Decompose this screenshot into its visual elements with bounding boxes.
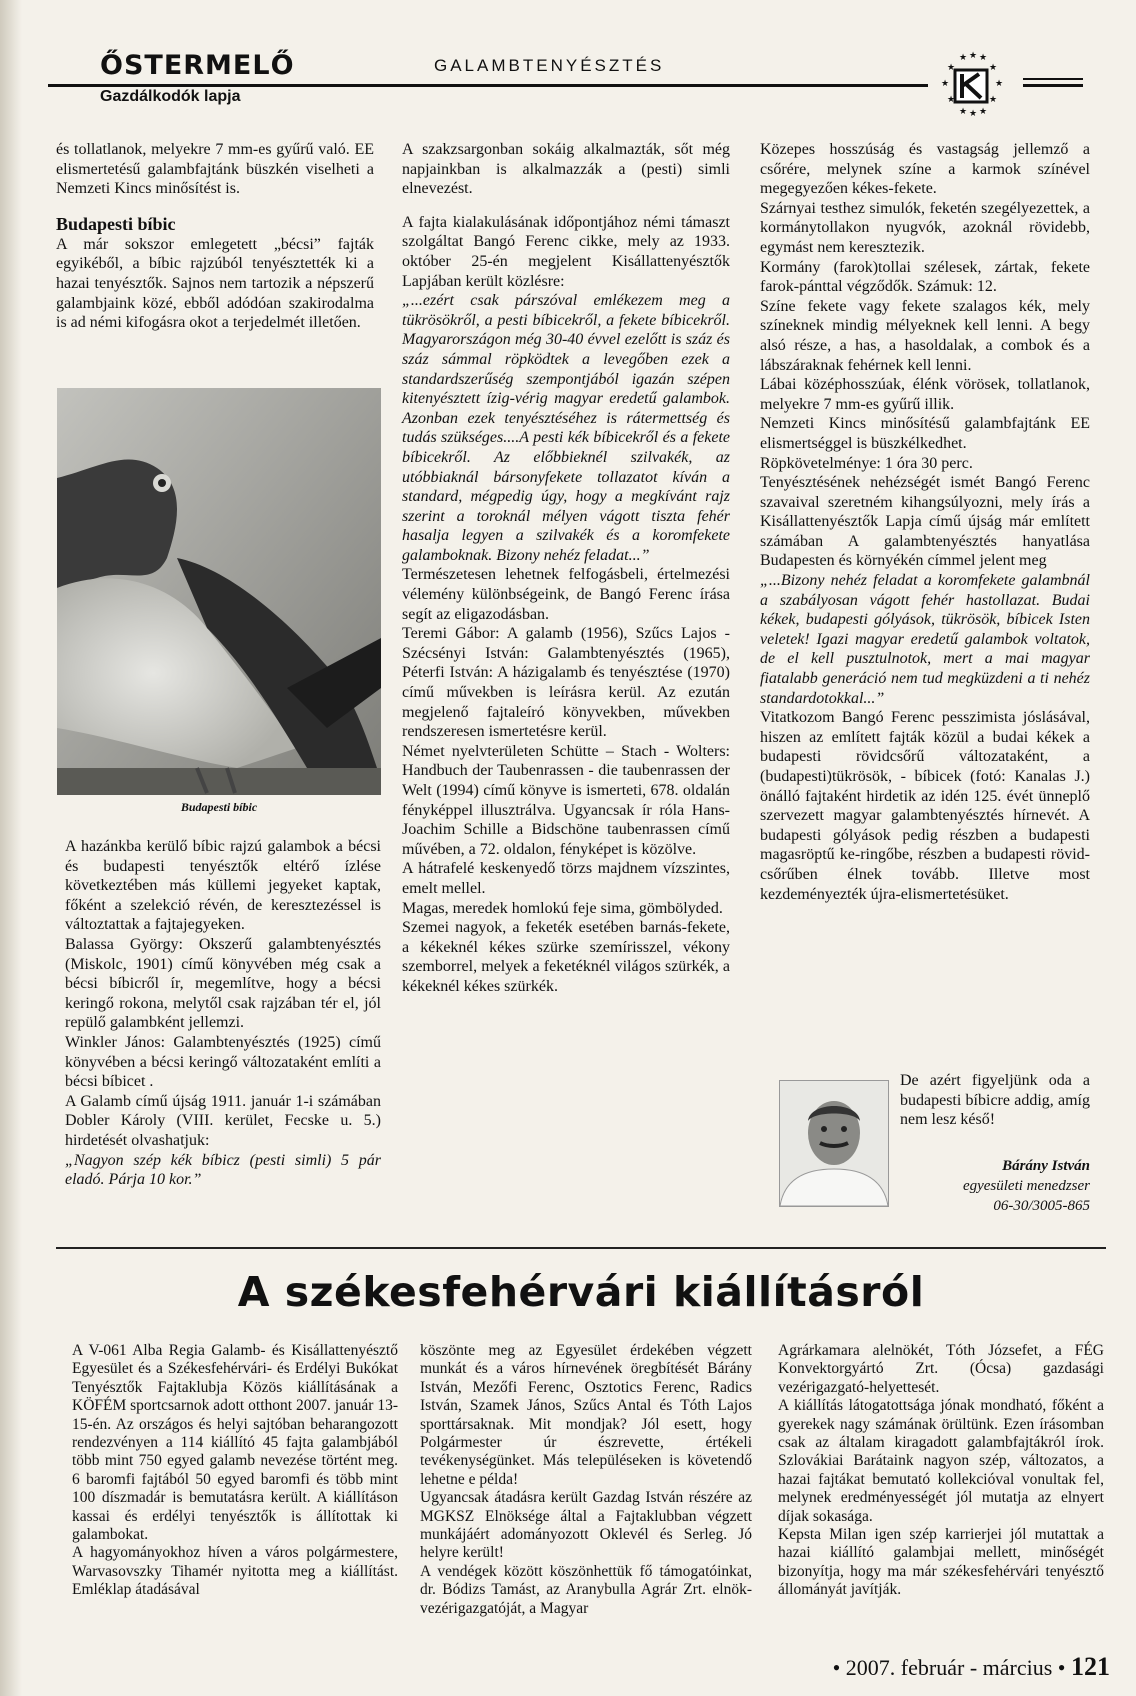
pigeon-photo — [57, 388, 381, 795]
paragraph: Teremi Gábor: A galamb (1956), Szűcs Lajos - Szécsényi István: Galambtenyésztés (1965), Péterfi István: A házigalamb és tenyésztése (1970) című művekben is leírásra kerül. Az ezután megjelenő fajtaleíró könyvekben, művekben rendszeresen ismertetésre kerül. — [402, 625, 730, 741]
subheading: Budapesti bíbic — [56, 213, 176, 234]
column-2 — [402, 140, 730, 997]
paragraph: A hátrafelé keskenyedő törzs majdnem vízszintes, emelt mellel. — [402, 860, 730, 897]
photo-caption: Budapesti bíbic — [180, 800, 258, 814]
page-footer — [780, 1652, 1110, 1682]
paragraph: A V-061 Alba Regia Galamb- és Kisállattenyésztő Egyesület és a Székesfehérvári- és Erdélyi Bukókat Tenyésztők Fajtaklubja Közös kiállításának a KÖFÉM sportcsarnok adott otthont 2007. január 13-15-én. Az országos és helyi sajtóban beharangozott rendezvényen a 114 kiállító 45 fajta galambjából több mint 750 egyed galamb nevezése történt meg. 6 baromfi fajtából 50 egyed baromfi és több mint 100 díszmadár is bemutatásra került. A kiállításon kassai és erdélyi tenyésztők is állítottak ki galambokat. — [72, 1342, 398, 1544]
paragraph: Tenyésztésének nehézségét ismét Bangó Ferenc szavaival szeretném kihangsúlyozni, mely írás a Kisállattenyésztők Lapja című újság már említett számában A galambtenyésztés hanyatlása Budapesten és környékén címmel jelent meg — [760, 474, 1090, 570]
article2-column-3 — [778, 1342, 1104, 1600]
paragraph: Winkler János: Galambtenyésztés (1925) című könyvében a bécsi keringő változataként említi a bécsi bíbicet . — [65, 1033, 381, 1091]
paragraph: Nemzeti Kincs minősítésű galambfajtánk EE elismertséggel is büszkélkedhet. — [760, 415, 1090, 452]
svg-text:★: ★ — [941, 79, 950, 89]
masthead — [48, 48, 1088, 118]
magazine-subtitle: Gazdálkodók lapja — [100, 88, 241, 105]
issue-date: • 2007. február - március • — [832, 1655, 1066, 1680]
masthead-rule-right — [1023, 84, 1083, 87]
svg-text:★: ★ — [947, 63, 956, 73]
author-portrait — [779, 1080, 889, 1207]
svg-text:★: ★ — [969, 51, 978, 61]
paragraph: Természetesen lehetnek felfogásbeli, értelmezési vélemény különbségeink, de Bangó Ferenc írása segít az eligazodásban. — [402, 566, 730, 623]
closing-note — [900, 1071, 1090, 1130]
paragraph: A fajta kialakulásának időpontjához némi támaszt szolgáltat Bangó Ferenc cikke, mely az 1933. október 25-én megjelent Kisállattenyésztők Lapjában került közlésre: — [402, 213, 730, 290]
page-binding-shadow — [0, 0, 22, 1696]
column-1-bottom — [65, 837, 381, 1190]
author-role: egyesületi menedzser — [962, 1178, 1090, 1194]
paragraph: és tollatlanok, melyekre 7 mm-es gyűrű való. EE elismertetésű galambfajtánk büszkén viselheti a Nemzeti Kincs minősítést is. — [56, 141, 374, 198]
paragraph: Lábai középhosszúak, élénk vörösek, tollatlanok, melyekre 7 mm-es gyűrű illik. — [760, 376, 1090, 413]
paragraph: köszönte meg az Egyesület érdekében végzett munkát és a város hírnevének öregbítését Bárány István, Mezőfi Ferenc, Osztotics Ferenc, Radics István, Szamek János, Szűcs Antal és Tóth Lajos sporttársaknak. Mit mondjak? Jól esett, hogy Polgármester úr észrevette, értékeli tevékenységünket. Más településeken is követendő lehetne e példa! — [420, 1342, 752, 1488]
paragraph: A már sokszor emlegetett „bécsi” fajták egyikéből, a bíbic rajzúból tenyésztették ki a hazai tenyésztők. Sajnos nem tartozik a népszerű galambjaink közé, ebből adódóan szakirodalma is ad némi kifogásra okot a terjedelmét illetően. — [56, 235, 374, 332]
quote: „...Bizony nehéz feladat a koromfekete galambnál a szabályosan vágott fehér hastollazat. Budai kékek, budapesti gólyások, tükrösök, bíbicek Isten veletek! Igazi magyar eredetű galambok voltatok, de el kell pusztulnotok, mert a mai magyar fiatalabb generáció nem tud megküzdeni a ti nehéz standardotokkal...” — [760, 572, 1090, 707]
club-logo-icon — [931, 50, 1011, 120]
author-signature — [880, 1156, 1090, 1216]
paragraph: Szemei nagyok, a feketék esetében barnás-fekete, a kékeknél kékes szürke szemírisszel, vékony szemborrel, melyek a feketéknél világos szürkék, a kékeknél kékes szürkék. — [402, 919, 730, 995]
paragraph: Ugyancsak átadásra került Gazdag István részére az MGKSZ Elnöksége által a Fajtaklubban végzett munkájáért adományozott Oklevél és Serleg. Jó helyre került! — [420, 1489, 752, 1562]
quote: „Nagyon szép kék bíbicz (pesti simli) 5 pár eladó. Párja 10 kor.” — [65, 1151, 381, 1189]
masthead-rule-right-thin — [1023, 78, 1083, 80]
paragraph: A szakzsargonban sokáig alkalmazták, sőt még napjainkban is alkalmazzák a (pesti) simli elnevezést. — [402, 141, 730, 198]
paragraph: Kepsta Milan igen szép karrierjei jól mutattak a hazai kiállító galambjai mellett, minőségét bizonyítja, hogy ma már székesfehérvári tenyésztő állományát javítják. — [778, 1526, 1104, 1599]
paragraph: De azért figyeljünk oda a budapesti bíbicre addig, amíg nem lesz késő! — [900, 1072, 1090, 1129]
paragraph: Német nyelvterületen Schütte – Stach - Wolters: Handbuch der Taubenrassen - die taubenrassen der Welt (1994) című könyve is ismerteti, 678. oldalán fényképpel illusztrálva. Ugyancsak ír róla Hans-Joachim Schille a Bidschöne taubenrassen című művében, a 72. oldalon, fényképet is közölve. — [402, 742, 730, 858]
column-1-top — [56, 140, 374, 333]
masthead-rule — [48, 84, 928, 87]
paragraph: Szárnyai testhez simulók, feketén szegélyezettek, a kormánytollakon nyugvók, azoknál rövidebb, egymást nem keresztezik. — [760, 199, 1090, 256]
paragraph: A kiállítás látogatottsága jónak mondható, főként a gyerekek nagy számának örültünk. Ezen írásomban csak az általam kiragadott galambfajtákról írok. Szlovákiai Barátaink nagyon szép, változatos, a hazai fajtákat bemutató kollekcióval vonultak fel, melynek eredményességét jól mutatja az elnyert díjak sokasága. — [778, 1397, 1104, 1525]
article-divider — [56, 1247, 1106, 1249]
paragraph: A Galamb című újság 1911. január 1-i számában Dobler Károly (VIII. kerület, Fecske u. 5.) hirdetését olvashatjuk: — [65, 1092, 381, 1149]
paragraph: Kormány (farok)tollai szélesek, zártak, fekete farok-pánttal végződők. Számuk: 12. — [760, 258, 1090, 296]
author-name: Bárány István — [1002, 1158, 1090, 1174]
article2-column-1 — [72, 1342, 398, 1600]
article2-column-2 — [420, 1342, 752, 1618]
author-phone: 06-30/3005-865 — [993, 1198, 1090, 1214]
svg-text:★: ★ — [979, 53, 988, 63]
svg-text:★: ★ — [989, 95, 998, 105]
paragraph: Vitatkozom Bangó Ferenc pesszimista jóslásával, hiszen az említett fajták közül a budai kékek a budapesti rövidcsőrű változataként, a (budapesti)tükrösök, - bíbicek (fotó: Kanalas J.) önálló fajtaként hirdetik az idén 125. évét ünneplő szervezett magyar galambtenyésztés hírnevét. A budapesti gólyások pedig részben a budapesti magasröptű ke-ringőbe, részben a budapesti rövid-csőrűben élnek tovább. Illetve most kezdeményezték újra-elismertetésüket. — [760, 709, 1090, 903]
column-3 — [760, 140, 1090, 904]
page-number: 121 — [1071, 1652, 1110, 1681]
section-title: GALAMBTENYÉSZTÉS — [428, 56, 670, 76]
paragraph: A vendégek között köszönhettük fő támogatóinkat, dr. Bódizs Tamást, az Aranybulla Agrár Zrt. elnök-vezérigazgatóját, a Magyar — [420, 1562, 752, 1617]
svg-text:★: ★ — [969, 109, 978, 119]
magazine-brand: ŐSTERMELŐ — [100, 50, 295, 81]
svg-text:★: ★ — [995, 79, 1004, 89]
svg-text:★: ★ — [959, 53, 968, 63]
paragraph: Színe fekete vagy fekete szalagos kék, mely színeknek mindig mélyeknek kell lenni. A begy alsó része, a has, a hasoldalak, a combok és a lábszáraknak fehérnek kell lenni. — [760, 297, 1090, 374]
svg-text:★: ★ — [979, 107, 988, 117]
svg-text:★: ★ — [959, 107, 968, 117]
paragraph: Röpkövetelménye: 1 óra 30 perc. — [760, 454, 973, 472]
quote: „...ezért csak párszóval emlékezem meg a tükrösökről, a pesti bíbicekről, a fekete bíbicekről. Magyarországon még 30-40 évvel ezelőtt is száz és száz sámmal röpködtek a levegőben ezek a standardszerűség szempontjából igazán szépen kitenyésztett ízig-vérig magyar eredetű galambok. Azonban ezek tenyésztéséhez is rátermettség és tudás szükséges....A pesti kék bíbicekről és a fekete bíbicekről. Az előbbieknél szilvakék, az utóbbiaknál bársonyfekete tollazatot kíván a standard, mégpedig úgy, hogy a megkívánt rajz szerint a toroknál mélyen vágott tiszta fehér hasalja legyen a szilvakék és a koromfekete galamboknak. Bizony nehéz feladat...” — [402, 292, 730, 564]
pigeon-image-icon — [57, 388, 381, 795]
paragraph: A hagyományokhoz híven a város polgármestere, Warvasovszky Tihamér nyitotta meg a kiállítást. Emléklap átadásával — [72, 1544, 398, 1599]
paragraph: Közepes hosszúság és vastagság jellemző a csőrére, melynek színe a karmok színével megegyezően kékes-fekete. — [760, 141, 1090, 198]
article-headline: A székesfehérvári kiállításról — [237, 1268, 925, 1316]
paragraph: Agrárkamara alelnökét, Tóth Józsefet, a FÉG Konvektorgyártó Zrt. (Ócsa) gazdasági vezérigazgató-helyettesét. — [778, 1342, 1104, 1396]
paragraph: Magas, meredek homlokú feje sima, gömbölyded. — [402, 899, 723, 917]
svg-text:★: ★ — [989, 63, 998, 73]
author-photo-icon — [780, 1081, 888, 1206]
paragraph: A hazánkba kerülő bíbic rajzú galambok a bécsi és budapesti tenyésztők eltérő ízlése következtében más küllemi jegyeket kaptak, főként a szelekció révén, de keresztezéssel is változtattak a fajtajegyeken. — [65, 838, 381, 934]
paragraph: Balassa György: Okszerű galambtenyésztés (Miskolc, 1901) című könyvében még csak a bécsi bíbicről ír, megemlítve, hogy a bécsi keringő rokona, melytől csak rajzában tér el, jól repülő galambként jellemzi. — [65, 935, 381, 1032]
svg-text:★: ★ — [947, 95, 956, 105]
